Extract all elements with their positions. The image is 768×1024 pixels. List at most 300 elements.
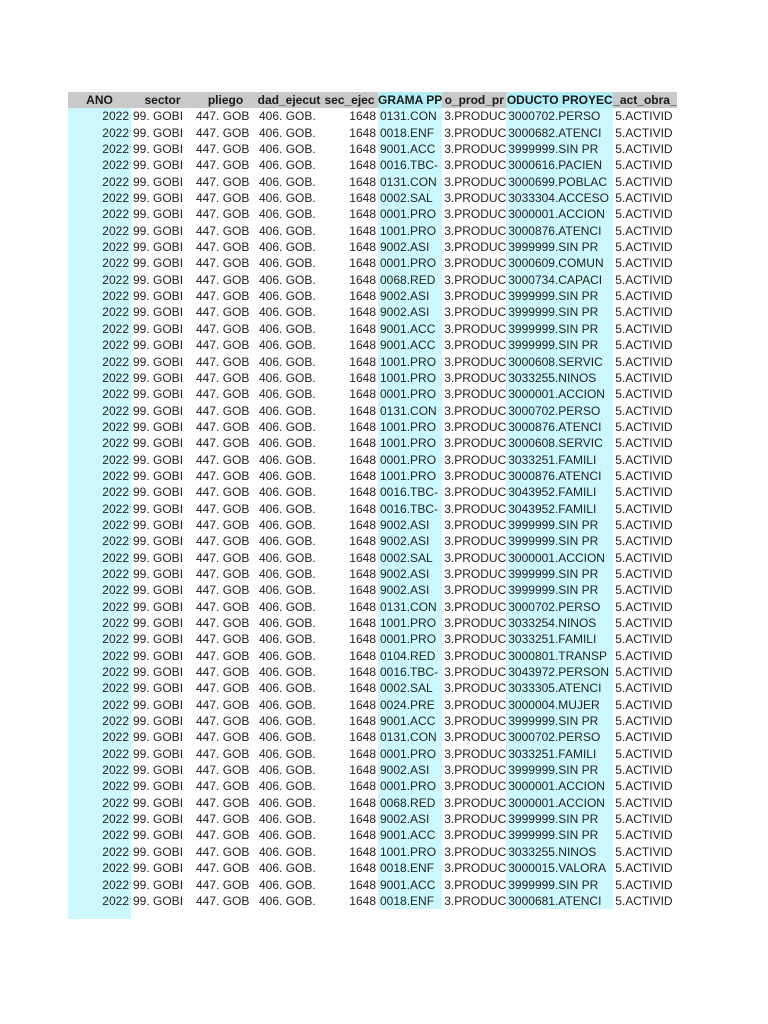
cell-ano[interactable]: 2022 xyxy=(68,174,131,190)
cell-tipo-act-obra[interactable]: 5.ACTIVID xyxy=(615,485,673,500)
cell-pliego[interactable]: 447. GOB xyxy=(196,419,250,434)
cell-sec-ejec[interactable]: 1648 xyxy=(349,403,376,418)
cell-unidad-ejecutora[interactable]: 406. GOB. xyxy=(259,583,316,598)
cell-pliego[interactable]: 447. GOB xyxy=(196,354,250,369)
cell-tipo-prod-proy[interactable]: 3.PRODUC xyxy=(444,566,507,581)
cell-ano[interactable]: 2022 xyxy=(68,108,131,124)
cell-sec-ejec[interactable]: 1648 xyxy=(349,305,376,320)
cell-tipo-act-obra[interactable]: 5.ACTIVID xyxy=(615,174,673,189)
cell-tipo-act-obra[interactable]: 5.ACTIVID xyxy=(615,305,673,320)
cell-tipo-prod-proy[interactable]: 3.PRODUC xyxy=(444,223,507,238)
cell-sec-ejec[interactable]: 1648 xyxy=(349,763,376,778)
cell-sector[interactable]: 99. GOBI xyxy=(133,223,184,238)
cell-sec-ejec[interactable]: 1648 xyxy=(349,730,376,745)
cell-producto-proyecto[interactable]: 3000681.ATENCI xyxy=(506,893,613,909)
cell-ano[interactable]: 2022 xyxy=(68,206,131,222)
cell-programa-pp[interactable]: 9001.ACC xyxy=(378,827,442,843)
cell-producto-proyecto[interactable]: 3033255.NINOS xyxy=(506,844,613,860)
cell-tipo-prod-proy[interactable]: 3.PRODUC xyxy=(444,844,507,859)
cell-programa-pp[interactable]: 0016.TBC- xyxy=(378,484,442,500)
cell-tipo-act-obra[interactable]: 5.ACTIVID xyxy=(615,632,673,647)
cell-sector[interactable]: 99. GOBI xyxy=(133,289,184,304)
cell-programa-pp[interactable]: 9002.ASI xyxy=(378,533,442,549)
cell-unidad-ejecutora[interactable]: 406. GOB. xyxy=(259,191,316,206)
cell-programa-pp[interactable]: 1001.PRO xyxy=(378,370,442,386)
cell-programa-pp[interactable]: 1001.PRO xyxy=(378,844,442,860)
cell-pliego[interactable]: 447. GOB xyxy=(196,191,250,206)
cell-producto-proyecto[interactable]: 3999999.SIN PR xyxy=(506,304,613,320)
cell-tipo-prod-proy[interactable]: 3.PRODUC xyxy=(444,812,507,827)
cell-sec-ejec[interactable]: 1648 xyxy=(349,681,376,696)
cell-producto-proyecto[interactable]: 3043972.PERSON xyxy=(506,664,613,680)
cell-pliego[interactable]: 447. GOB xyxy=(196,485,250,500)
cell-pliego[interactable]: 447. GOB xyxy=(196,125,250,140)
cell-tipo-act-obra[interactable]: 5.ACTIVID xyxy=(615,501,673,516)
cell-ano[interactable]: 2022 xyxy=(68,501,131,517)
cell-pliego[interactable]: 447. GOB xyxy=(196,142,250,157)
cell-tipo-prod-proy[interactable]: 3.PRODUC xyxy=(444,485,507,500)
cell-unidad-ejecutora[interactable]: 406. GOB. xyxy=(259,174,316,189)
cell-unidad-ejecutora[interactable]: 406. GOB. xyxy=(259,158,316,173)
cell-pliego[interactable]: 447. GOB xyxy=(196,387,250,402)
cell-unidad-ejecutora[interactable]: 406. GOB. xyxy=(259,321,316,336)
cell-unidad-ejecutora[interactable]: 406. GOB. xyxy=(259,812,316,827)
cell-pliego[interactable]: 447. GOB xyxy=(196,746,250,761)
cell-tipo-prod-proy[interactable]: 3.PRODUC xyxy=(444,730,507,745)
cell-pliego[interactable]: 447. GOB xyxy=(196,174,250,189)
cell-unidad-ejecutora[interactable]: 406. GOB. xyxy=(259,354,316,369)
cell-tipo-act-obra[interactable]: 5.ACTIVID xyxy=(615,321,673,336)
cell-tipo-prod-proy[interactable]: 3.PRODUC xyxy=(444,583,507,598)
cell-ano[interactable]: 2022 xyxy=(68,223,131,239)
cell-sec-ejec[interactable]: 1648 xyxy=(349,779,376,794)
cell-pliego[interactable]: 447. GOB xyxy=(196,370,250,385)
cell-producto-proyecto[interactable]: 3000001.ACCION xyxy=(506,386,613,402)
cell-pliego[interactable]: 447. GOB xyxy=(196,289,250,304)
cell-tipo-act-obra[interactable]: 5.ACTIVID xyxy=(615,763,673,778)
cell-tipo-act-obra[interactable]: 5.ACTIVID xyxy=(615,289,673,304)
cell-tipo-prod-proy[interactable]: 3.PRODUC xyxy=(444,550,507,565)
cell-tipo-act-obra[interactable]: 5.ACTIVID xyxy=(615,665,673,680)
cell-producto-proyecto[interactable]: 3000682.ATENCI xyxy=(506,125,613,141)
cell-pliego[interactable]: 447. GOB xyxy=(196,109,250,124)
cell-producto-proyecto[interactable]: 3043952.FAMILI xyxy=(506,501,613,517)
cell-producto-proyecto[interactable]: 3000702.PERSO xyxy=(506,108,613,124)
cell-sec-ejec[interactable]: 1648 xyxy=(349,272,376,287)
cell-sec-ejec[interactable]: 1648 xyxy=(349,566,376,581)
cell-sec-ejec[interactable]: 1648 xyxy=(349,844,376,859)
cell-programa-pp[interactable]: 0001.PRO xyxy=(378,386,442,402)
cell-pliego[interactable]: 447. GOB xyxy=(196,566,250,581)
cell-sec-ejec[interactable]: 1648 xyxy=(349,468,376,483)
cell-tipo-act-obra[interactable]: 5.ACTIVID xyxy=(615,583,673,598)
cell-unidad-ejecutora[interactable]: 406. GOB. xyxy=(259,616,316,630)
cell-tipo-prod-proy[interactable]: 3.PRODUC xyxy=(444,534,507,549)
cell-tipo-prod-proy[interactable]: 3.PRODUC xyxy=(444,403,507,418)
cell-tipo-prod-proy[interactable]: 3.PRODUC xyxy=(444,648,507,663)
cell-producto-proyecto[interactable]: 3000876.ATENCI xyxy=(506,468,613,484)
cell-pliego[interactable]: 447. GOB xyxy=(196,256,250,271)
cell-programa-pp[interactable]: 0001.PRO xyxy=(378,631,442,647)
cell-ano[interactable]: 2022 xyxy=(68,125,131,141)
cell-producto-proyecto[interactable]: 3000001.ACCION xyxy=(506,206,613,222)
cell-sector[interactable]: 99. GOBI xyxy=(133,779,184,794)
cell-ano[interactable]: 2022 xyxy=(68,239,131,255)
cell-programa-pp[interactable]: 9002.ASI xyxy=(378,304,442,320)
cell-unidad-ejecutora[interactable]: 406. GOB. xyxy=(259,746,316,761)
cell-unidad-ejecutora[interactable]: 406. GOB. xyxy=(259,370,316,385)
cell-tipo-act-obra[interactable]: 5.ACTIVID xyxy=(615,223,673,238)
cell-ano[interactable]: 2022 xyxy=(68,190,131,206)
cell-pliego[interactable]: 447. GOB xyxy=(196,616,250,630)
cell-ano[interactable]: 2022 xyxy=(68,452,131,468)
cell-sector[interactable]: 99. GOBI xyxy=(133,665,184,680)
cell-ano[interactable]: 2022 xyxy=(68,631,131,647)
cell-tipo-act-obra[interactable]: 5.ACTIVID xyxy=(615,207,673,222)
cell-sector[interactable]: 99. GOBI xyxy=(133,877,184,892)
cell-sec-ejec[interactable]: 1648 xyxy=(349,256,376,271)
cell-tipo-act-obra[interactable]: 5.ACTIVID xyxy=(615,861,673,876)
cell-producto-proyecto[interactable]: 3999999.SIN PR xyxy=(506,566,613,582)
cell-unidad-ejecutora[interactable]: 406. GOB. xyxy=(259,779,316,794)
column-header-ano[interactable]: ANO xyxy=(68,92,131,108)
cell-pliego[interactable]: 447. GOB xyxy=(196,517,250,532)
cell-pliego[interactable]: 447. GOB xyxy=(196,877,250,892)
cell-sector[interactable]: 99. GOBI xyxy=(133,191,184,206)
cell-ano[interactable]: 2022 xyxy=(68,877,131,893)
cell-tipo-prod-proy[interactable]: 3.PRODUC xyxy=(444,158,507,173)
cell-tipo-act-obra[interactable]: 5.ACTIVID xyxy=(615,566,673,581)
cell-pliego[interactable]: 447. GOB xyxy=(196,632,250,647)
cell-programa-pp[interactable]: 9002.ASI xyxy=(378,239,442,255)
cell-tipo-act-obra[interactable]: 5.ACTIVID xyxy=(615,893,673,908)
cell-pliego[interactable]: 447. GOB xyxy=(196,468,250,483)
cell-unidad-ejecutora[interactable]: 406. GOB. xyxy=(259,534,316,549)
cell-sec-ejec[interactable]: 1648 xyxy=(349,746,376,761)
cell-sec-ejec[interactable]: 1648 xyxy=(349,452,376,467)
cell-tipo-prod-proy[interactable]: 3.PRODUC xyxy=(444,436,507,451)
cell-ano[interactable]: 2022 xyxy=(68,680,131,696)
cell-unidad-ejecutora[interactable]: 406. GOB. xyxy=(259,468,316,483)
column-header-sec-ejec[interactable]: sec_ejec xyxy=(321,92,378,108)
cell-unidad-ejecutora[interactable]: 406. GOB. xyxy=(259,877,316,892)
cell-ano[interactable]: 2022 xyxy=(68,827,131,843)
cell-unidad-ejecutora[interactable]: 406. GOB. xyxy=(259,681,316,696)
column-header-tipo-prod-proy[interactable]: o_prod_pr xyxy=(442,92,506,108)
cell-producto-proyecto[interactable]: 3999999.SIN PR xyxy=(506,827,613,843)
cell-unidad-ejecutora[interactable]: 406. GOB. xyxy=(259,714,316,729)
cell-programa-pp[interactable]: 0068.RED xyxy=(378,795,442,811)
cell-sec-ejec[interactable]: 1648 xyxy=(349,207,376,222)
cell-programa-pp[interactable]: 0068.RED xyxy=(378,272,442,288)
cell-tipo-prod-proy[interactable]: 3.PRODUC xyxy=(444,321,507,336)
cell-programa-pp[interactable]: 1001.PRO xyxy=(378,615,442,631)
cell-programa-pp[interactable]: 0104.RED xyxy=(378,648,442,664)
cell-tipo-act-obra[interactable]: 5.ACTIVID xyxy=(615,387,673,402)
cell-programa-pp[interactable]: 0016.TBC- xyxy=(378,501,442,517)
cell-producto-proyecto[interactable]: 3999999.SIN PR xyxy=(506,811,613,827)
cell-tipo-prod-proy[interactable]: 3.PRODUC xyxy=(444,419,507,434)
cell-tipo-act-obra[interactable]: 5.ACTIVID xyxy=(615,191,673,206)
cell-tipo-act-obra[interactable]: 5.ACTIVID xyxy=(615,370,673,385)
cell-sector[interactable]: 99. GOBI xyxy=(133,387,184,402)
cell-sector[interactable]: 99. GOBI xyxy=(133,501,184,516)
cell-sector[interactable]: 99. GOBI xyxy=(133,812,184,827)
cell-tipo-act-obra[interactable]: 5.ACTIVID xyxy=(615,844,673,859)
cell-programa-pp[interactable]: 0016.TBC- xyxy=(378,664,442,680)
cell-unidad-ejecutora[interactable]: 406. GOB. xyxy=(259,861,316,876)
cell-sector[interactable]: 99. GOBI xyxy=(133,419,184,434)
cell-programa-pp[interactable]: 0002.SAL xyxy=(378,680,442,696)
cell-pliego[interactable]: 447. GOB xyxy=(196,697,250,712)
cell-sec-ejec[interactable]: 1648 xyxy=(349,240,376,255)
cell-pliego[interactable]: 447. GOB xyxy=(196,893,250,908)
cell-tipo-act-obra[interactable]: 5.ACTIVID xyxy=(615,812,673,827)
cell-pliego[interactable]: 447. GOB xyxy=(196,403,250,418)
cell-pliego[interactable]: 447. GOB xyxy=(196,272,250,287)
cell-sector[interactable]: 99. GOBI xyxy=(133,272,184,287)
cell-sector[interactable]: 99. GOBI xyxy=(133,125,184,140)
cell-programa-pp[interactable]: 0001.PRO xyxy=(378,206,442,222)
cell-sector[interactable]: 99. GOBI xyxy=(133,861,184,876)
cell-pliego[interactable]: 447. GOB xyxy=(196,665,250,680)
cell-sec-ejec[interactable]: 1648 xyxy=(349,158,376,173)
cell-pliego[interactable]: 447. GOB xyxy=(196,583,250,598)
cell-tipo-act-obra[interactable]: 5.ACTIVID xyxy=(615,272,673,287)
cell-producto-proyecto[interactable]: 3999999.SIN PR xyxy=(506,877,613,893)
cell-unidad-ejecutora[interactable]: 406. GOB. xyxy=(259,566,316,581)
cell-programa-pp[interactable]: 0002.SAL xyxy=(378,550,442,566)
cell-producto-proyecto[interactable]: 3999999.SIN PR xyxy=(506,762,613,778)
cell-sector[interactable]: 99. GOBI xyxy=(133,321,184,336)
column-header-unidad-ejecutora[interactable]: dad_ejecut xyxy=(257,93,321,107)
cell-programa-pp[interactable]: 0018.ENF xyxy=(378,125,442,141)
cell-unidad-ejecutora[interactable]: 406. GOB. xyxy=(259,240,316,255)
cell-tipo-act-obra[interactable]: 5.ACTIVID xyxy=(615,534,673,549)
cell-tipo-prod-proy[interactable]: 3.PRODUC xyxy=(444,452,507,467)
cell-tipo-act-obra[interactable]: 5.ACTIVID xyxy=(615,240,673,255)
cell-sec-ejec[interactable]: 1648 xyxy=(349,419,376,434)
cell-sector[interactable]: 99. GOBI xyxy=(133,158,184,173)
cell-unidad-ejecutora[interactable]: 406. GOB. xyxy=(259,795,316,810)
cell-tipo-act-obra[interactable]: 5.ACTIVID xyxy=(615,109,673,124)
cell-producto-proyecto[interactable]: 3999999.SIN PR xyxy=(506,239,613,255)
cell-pliego[interactable]: 447. GOB xyxy=(196,501,250,516)
cell-producto-proyecto[interactable]: 3999999.SIN PR xyxy=(506,533,613,549)
cell-sector[interactable]: 99. GOBI xyxy=(133,844,184,859)
cell-pliego[interactable]: 447. GOB xyxy=(196,158,250,173)
cell-ano[interactable]: 2022 xyxy=(68,893,131,909)
cell-producto-proyecto[interactable]: 3000702.PERSO xyxy=(506,403,613,419)
cell-producto-proyecto[interactable]: 3000608.SERVIC xyxy=(506,435,613,451)
cell-pliego[interactable]: 447. GOB xyxy=(196,730,250,745)
cell-ano[interactable]: 2022 xyxy=(68,550,131,566)
cell-programa-pp[interactable]: 0131.CON xyxy=(378,174,442,190)
cell-ano[interactable]: 2022 xyxy=(68,648,131,664)
cell-tipo-prod-proy[interactable]: 3.PRODUC xyxy=(444,191,507,206)
cell-programa-pp[interactable]: 9001.ACC xyxy=(378,141,442,157)
cell-programa-pp[interactable]: 1001.PRO xyxy=(378,435,442,451)
cell-ano[interactable]: 2022 xyxy=(68,272,131,288)
cell-producto-proyecto[interactable]: 3043952.FAMILI xyxy=(506,484,613,500)
cell-tipo-act-obra[interactable]: 5.ACTIVID xyxy=(615,648,673,663)
cell-tipo-act-obra[interactable]: 5.ACTIVID xyxy=(615,354,673,369)
cell-programa-pp[interactable]: 0018.ENF xyxy=(378,893,442,909)
cell-producto-proyecto[interactable]: 3033305.ATENCI xyxy=(506,680,613,696)
cell-ano[interactable]: 2022 xyxy=(68,354,131,370)
cell-tipo-act-obra[interactable]: 5.ACTIVID xyxy=(615,730,673,745)
column-header-programa-pp[interactable]: GRAMA PP xyxy=(378,93,443,107)
cell-programa-pp[interactable]: 9001.ACC xyxy=(378,713,442,729)
cell-producto-proyecto[interactable]: 3000001.ACCION xyxy=(506,795,613,811)
cell-tipo-act-obra[interactable]: 5.ACTIVID xyxy=(615,697,673,712)
cell-ano[interactable]: 2022 xyxy=(68,157,131,173)
cell-ano[interactable]: 2022 xyxy=(68,713,131,729)
cell-tipo-act-obra[interactable]: 5.ACTIVID xyxy=(615,158,673,173)
cell-unidad-ejecutora[interactable]: 406. GOB. xyxy=(259,272,316,287)
cell-unidad-ejecutora[interactable]: 406. GOB. xyxy=(259,207,316,222)
cell-sector[interactable]: 99. GOBI xyxy=(133,305,184,320)
cell-pliego[interactable]: 447. GOB xyxy=(196,714,250,729)
cell-tipo-prod-proy[interactable]: 3.PRODUC xyxy=(444,207,507,222)
cell-producto-proyecto[interactable]: 3000876.ATENCI xyxy=(506,419,613,435)
cell-tipo-act-obra[interactable]: 5.ACTIVID xyxy=(615,338,673,353)
cell-sec-ejec[interactable]: 1648 xyxy=(349,501,376,516)
cell-sector[interactable]: 99. GOBI xyxy=(133,697,184,712)
cell-unidad-ejecutora[interactable]: 406. GOB. xyxy=(259,452,316,467)
cell-sec-ejec[interactable]: 1648 xyxy=(349,665,376,680)
cell-ano[interactable]: 2022 xyxy=(68,811,131,827)
cell-sec-ejec[interactable]: 1648 xyxy=(349,714,376,729)
cell-ano[interactable]: 2022 xyxy=(68,403,131,419)
cell-tipo-act-obra[interactable]: 5.ACTIVID xyxy=(615,877,673,892)
cell-programa-pp[interactable]: 9002.ASI xyxy=(378,811,442,827)
cell-sec-ejec[interactable]: 1648 xyxy=(349,387,376,402)
column-header-producto-proyecto[interactable]: ODUCTO PROYEC xyxy=(506,93,613,107)
cell-tipo-prod-proy[interactable]: 3.PRODUC xyxy=(444,142,507,157)
cell-tipo-prod-proy[interactable]: 3.PRODUC xyxy=(444,174,507,189)
column-header-pliego[interactable]: pliego xyxy=(194,92,257,108)
cell-tipo-act-obra[interactable]: 5.ACTIVID xyxy=(615,419,673,434)
cell-tipo-prod-proy[interactable]: 3.PRODUC xyxy=(444,109,507,124)
cell-tipo-prod-proy[interactable]: 3.PRODUC xyxy=(444,468,507,483)
cell-programa-pp[interactable]: 1001.PRO xyxy=(378,419,442,435)
cell-producto-proyecto[interactable]: 3000801.TRANSP xyxy=(506,648,613,664)
cell-tipo-prod-proy[interactable]: 3.PRODUC xyxy=(444,632,507,647)
cell-producto-proyecto[interactable]: 3033304.ACCESO xyxy=(506,190,613,206)
cell-sector[interactable]: 99. GOBI xyxy=(133,207,184,222)
cell-producto-proyecto[interactable]: 3000702.PERSO xyxy=(506,729,613,745)
cell-sec-ejec[interactable]: 1648 xyxy=(349,632,376,647)
cell-sector[interactable]: 99. GOBI xyxy=(133,452,184,467)
cell-sector[interactable]: 99. GOBI xyxy=(133,338,184,353)
cell-tipo-prod-proy[interactable]: 3.PRODUC xyxy=(444,125,507,140)
cell-programa-pp[interactable]: 0131.CON xyxy=(378,729,442,745)
cell-programa-pp[interactable]: 9002.ASI xyxy=(378,762,442,778)
cell-sec-ejec[interactable]: 1648 xyxy=(349,828,376,843)
cell-programa-pp[interactable]: 0016.TBC- xyxy=(378,157,442,173)
column-header-sector[interactable]: sector xyxy=(131,92,194,108)
cell-programa-pp[interactable]: 0131.CON xyxy=(378,108,442,124)
cell-unidad-ejecutora[interactable]: 406. GOB. xyxy=(259,893,316,908)
cell-sec-ejec[interactable]: 1648 xyxy=(349,191,376,206)
cell-sec-ejec[interactable]: 1648 xyxy=(349,697,376,712)
cell-programa-pp[interactable]: 1001.PRO xyxy=(378,354,442,370)
cell-sector[interactable]: 99. GOBI xyxy=(133,485,184,500)
cell-programa-pp[interactable]: 9002.ASI xyxy=(378,566,442,582)
cell-ano[interactable]: 2022 xyxy=(68,255,131,271)
cell-pliego[interactable]: 447. GOB xyxy=(196,681,250,696)
cell-tipo-act-obra[interactable]: 5.ACTIVID xyxy=(615,795,673,810)
cell-pliego[interactable]: 447. GOB xyxy=(196,648,250,663)
cell-sec-ejec[interactable]: 1648 xyxy=(349,109,376,124)
cell-sector[interactable]: 99. GOBI xyxy=(133,436,184,451)
cell-programa-pp[interactable]: 0001.PRO xyxy=(378,255,442,271)
cell-tipo-act-obra[interactable]: 5.ACTIVID xyxy=(615,779,673,794)
cell-unidad-ejecutora[interactable]: 406. GOB. xyxy=(259,501,316,516)
cell-unidad-ejecutora[interactable]: 406. GOB. xyxy=(259,256,316,271)
cell-sec-ejec[interactable]: 1648 xyxy=(349,125,376,140)
cell-sector[interactable]: 99. GOBI xyxy=(133,109,184,124)
cell-sec-ejec[interactable]: 1648 xyxy=(349,861,376,876)
cell-unidad-ejecutora[interactable]: 406. GOB. xyxy=(259,387,316,402)
cell-ano[interactable]: 2022 xyxy=(68,795,131,811)
cell-programa-pp[interactable]: 9001.ACC xyxy=(378,337,442,353)
cell-tipo-prod-proy[interactable]: 3.PRODUC xyxy=(444,877,507,892)
cell-sector[interactable]: 99. GOBI xyxy=(133,893,184,908)
cell-tipo-act-obra[interactable]: 5.ACTIVID xyxy=(615,746,673,761)
cell-tipo-prod-proy[interactable]: 3.PRODUC xyxy=(444,240,507,255)
cell-ano[interactable]: 2022 xyxy=(68,484,131,500)
cell-programa-pp[interactable]: 0131.CON xyxy=(378,403,442,419)
cell-sector[interactable]: 99. GOBI xyxy=(133,599,184,614)
cell-ano[interactable]: 2022 xyxy=(68,566,131,582)
cell-pliego[interactable]: 447. GOB xyxy=(196,240,250,255)
cell-sec-ejec[interactable]: 1648 xyxy=(349,289,376,304)
cell-sector[interactable]: 99. GOBI xyxy=(133,256,184,271)
cell-producto-proyecto[interactable]: 3033251.FAMILI xyxy=(506,452,613,468)
cell-sector[interactable]: 99. GOBI xyxy=(133,648,184,663)
cell-programa-pp[interactable]: 0001.PRO xyxy=(378,778,442,794)
cell-sector[interactable]: 99. GOBI xyxy=(133,681,184,696)
cell-ano[interactable]: 2022 xyxy=(68,697,131,713)
cell-sector[interactable]: 99. GOBI xyxy=(133,746,184,761)
cell-pliego[interactable]: 447. GOB xyxy=(196,207,250,222)
cell-programa-pp[interactable]: 1001.PRO xyxy=(378,223,442,239)
cell-pliego[interactable]: 447. GOB xyxy=(196,321,250,336)
cell-tipo-act-obra[interactable]: 5.ACTIVID xyxy=(615,599,673,614)
cell-ano[interactable]: 2022 xyxy=(68,860,131,876)
cell-tipo-prod-proy[interactable]: 3.PRODUC xyxy=(444,616,507,630)
cell-programa-pp[interactable]: 9001.ACC xyxy=(378,321,442,337)
cell-tipo-prod-proy[interactable]: 3.PRODUC xyxy=(444,338,507,353)
cell-pliego[interactable]: 447. GOB xyxy=(196,223,250,238)
cell-unidad-ejecutora[interactable]: 406. GOB. xyxy=(259,763,316,778)
cell-sec-ejec[interactable]: 1648 xyxy=(349,485,376,500)
cell-pliego[interactable]: 447. GOB xyxy=(196,779,250,794)
cell-sec-ejec[interactable]: 1648 xyxy=(349,321,376,336)
cell-unidad-ejecutora[interactable]: 406. GOB. xyxy=(259,305,316,320)
cell-programa-pp[interactable]: 1001.PRO xyxy=(378,468,442,484)
cell-sec-ejec[interactable]: 1648 xyxy=(349,812,376,827)
cell-sector[interactable]: 99. GOBI xyxy=(133,632,184,647)
cell-tipo-prod-proy[interactable]: 3.PRODUC xyxy=(444,795,507,810)
cell-sector[interactable]: 99. GOBI xyxy=(133,583,184,598)
cell-unidad-ejecutora[interactable]: 406. GOB. xyxy=(259,485,316,500)
cell-pliego[interactable]: 447. GOB xyxy=(196,550,250,565)
cell-ano[interactable]: 2022 xyxy=(68,419,131,435)
cell-pliego[interactable]: 447. GOB xyxy=(196,452,250,467)
